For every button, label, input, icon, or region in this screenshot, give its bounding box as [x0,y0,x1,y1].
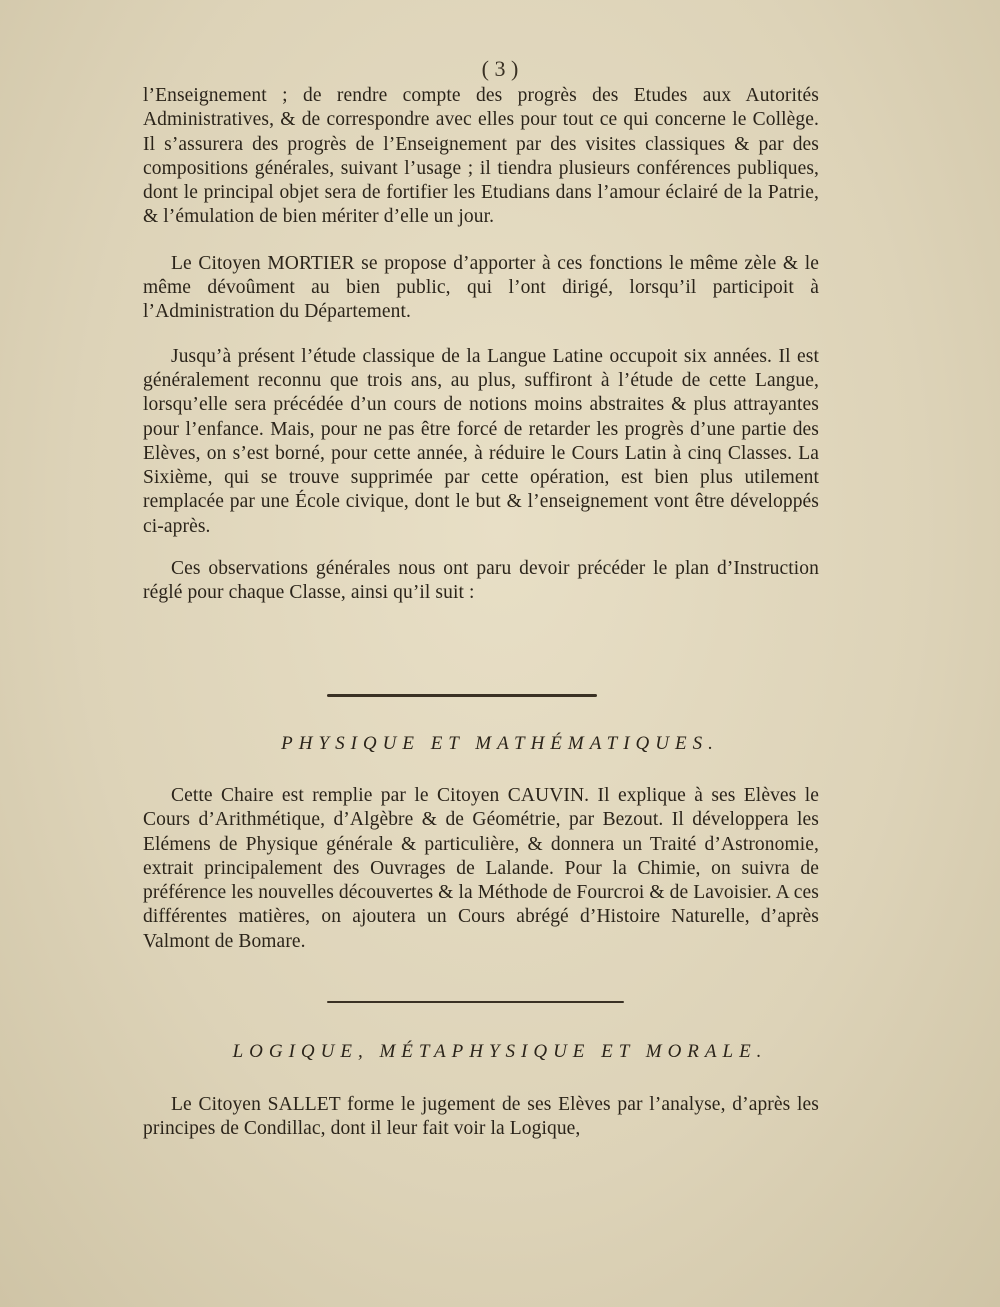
paragraph-cauvin: Cette Chaire est remplie par le Citoyen CAUVIN. Il explique à ses Elèves le Cours d’Arithmétique, d’Algèbre & de Géométrie, par Bezout. Il développera les Elémens de Physique générale & particulière, & donnera un Traité d’Astronomie, extrait principalement des Ouvrages de Lalande. Pour la Chimie, on suivra de préférence les nouvelles découvertes & la Méthode de Fourcroi & de Lavoisier. A ces différentes matières, on ajoutera un Cours abrégé d’Histoire Naturelle, d’après Valmont de Bomare. [143,785,819,952]
section-divider [327,694,597,697]
paragraph-langue-latine: Jusqu’à présent l’étude classique de la Langue Latine occupoit six années. Il est généralement reconnu que trois ans, au plus, suffiront à l’étude de cette Langue, lorsqu’elle sera précédée d’un cours de notions moins abstraites & plus attrayantes pour l’enfance. Mais, pour ne pas être forcé de retarder les progrès d’une partie des Elèves, on s’est borné, pour cette année, à réduire le Cours Latin à cinq Classes. La Sixième, qui se trouve supprimée par cette opération, est bien plus utilement remplacée par une École civique, dont le but & l’enseignement vont être développés ci-après. [143,345,819,537]
physique-section [143,784,819,954]
paragraph-mortier: Le Citoyen MORTIER se propose d’apporter à ces fonctions le même zèle & le même dévoûment au bien public, qui l’ont dirigé, lorsqu’il participoit à l’Administration du Département. [143,252,819,323]
logique-section [143,1093,819,1142]
heading-logique-metaphysique-morale: LOGIQUE, MÉTAPHYSIQUE ET MORALE. [232,1041,768,1062]
paragraph-sallet: Le Citoyen SALLET forme le jugement de ses Elèves par l’analyse, d’après les principes de Condillac, dont il leur fait voir la Logique, [143,1094,819,1140]
intro-section [143,84,819,606]
section-divider [327,1001,624,1003]
paragraph-observations: Ces observations générales nous ont paru devoir précéder le plan d’Instruction réglé pour chaque Classe, ainsi qu’il suit : [143,558,819,604]
page-number: ( 3 ) [481,56,519,81]
heading-physique-mathematiques: PHYSIQUE ET MATHÉMATIQUES. [281,733,719,754]
paragraph-enseignement: l’Enseignement ; de rendre compte des progrès des Etudes aux Autorités Administratives, & de correspondre avec elles pour tout ce qui concerne le Collège. Il s’assurera des progrès de l’Enseignement par des visites classiques & par des compositions générales, suivant l’usage ; il tiendra plusieurs conférences publiques, dont le principal objet sera de fortifier les Etudians dans l’amour éclairé de la Patrie, & l’émulation de bien mériter d’elle un jour. [143,85,819,228]
